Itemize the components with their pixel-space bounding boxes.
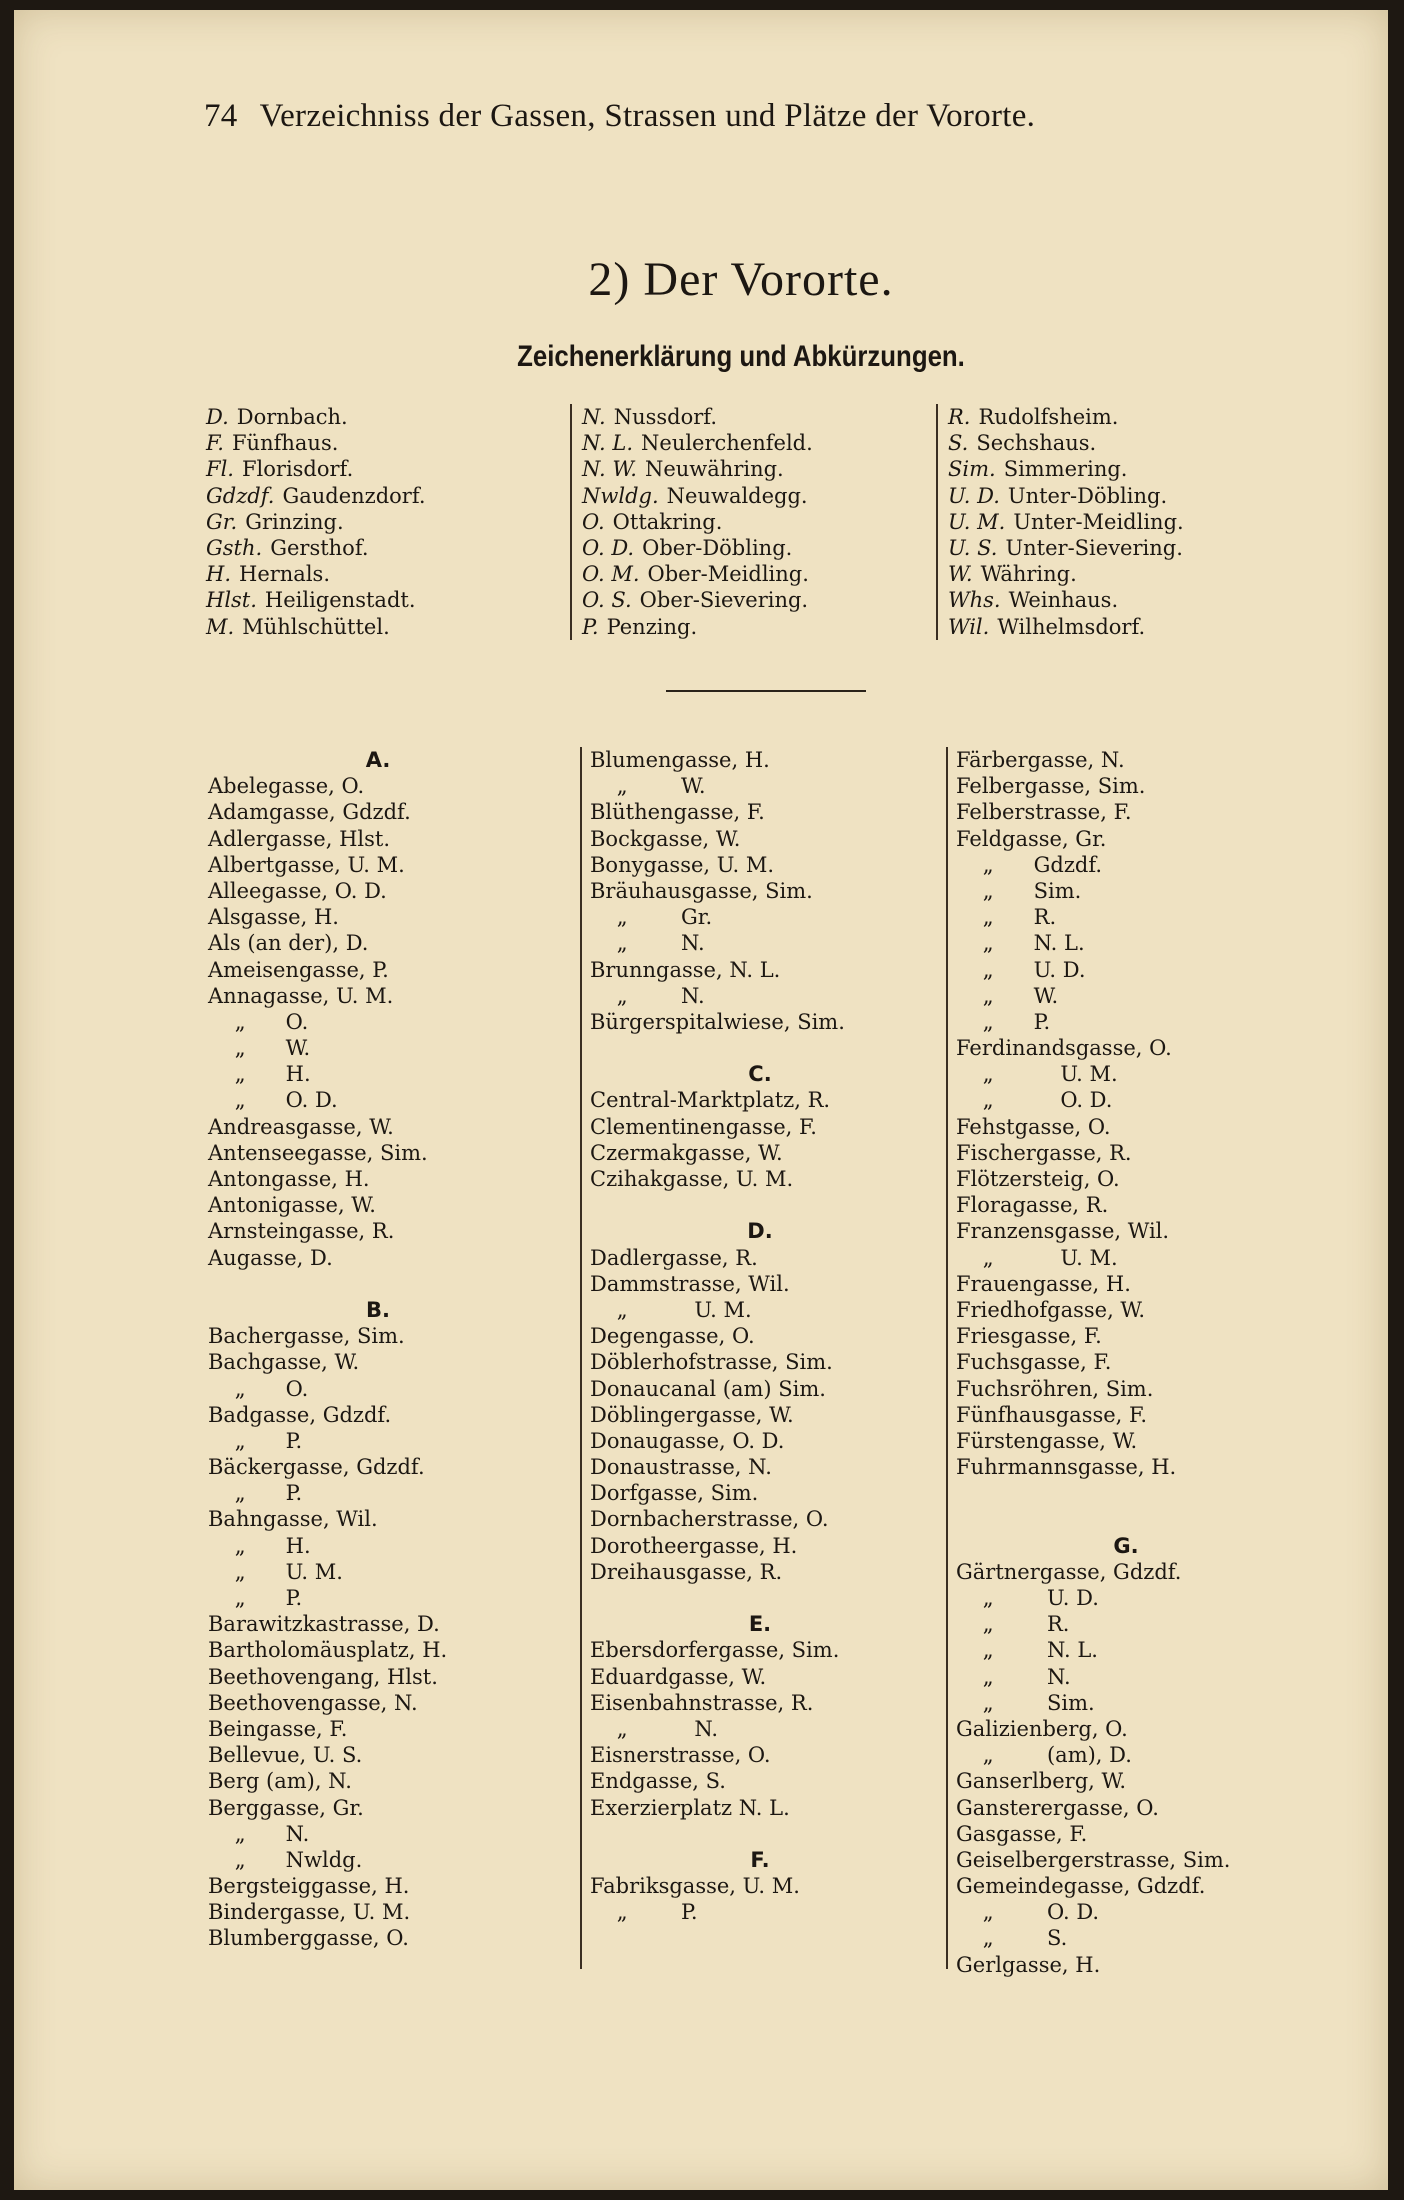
book-page <box>14 10 1388 2190</box>
abbreviation-code: O. M. <box>582 562 640 587</box>
street-entry: Czihakgasse, U. M. <box>590 1167 794 1192</box>
street-entry: Dornbacherstrasse, O. <box>590 1507 829 1532</box>
district-name: Unter-Meidling. <box>1013 509 1184 534</box>
letter-heading: F. <box>750 1847 770 1872</box>
street-entry: Dorotheergasse, H. <box>590 1533 798 1558</box>
abbreviation-code: S. <box>948 431 969 456</box>
street-entry: Beethovengang, Hlst. <box>208 1664 438 1689</box>
street-entry: „ N. <box>590 931 705 956</box>
street-entry: Fuchsgasse, F. <box>956 1350 1112 1375</box>
street-entry: „ P. <box>590 1900 698 1925</box>
letter-heading: G. <box>1113 1533 1139 1558</box>
abbreviation-code: Gsth. <box>206 536 263 561</box>
street-entry: Bahngasse, Wil. <box>208 1507 378 1532</box>
abbreviation-code: W. <box>948 562 973 587</box>
abbreviation-entry <box>206 535 426 561</box>
street-entry: „ O. D. <box>956 1088 1113 1113</box>
letter-heading: D. <box>747 1219 773 1244</box>
street-entry: Gansterergasse, O. <box>956 1795 1159 1820</box>
district-name: Hernals. <box>239 562 330 587</box>
abbreviation-entry <box>948 456 1184 482</box>
abbreviation-entry <box>948 614 1184 640</box>
district-name: Heiligenstadt. <box>264 588 416 613</box>
street-entry: Gerlgasse, H. <box>956 1952 1101 1977</box>
street-entry: Albertgasse, U. M. <box>208 852 405 877</box>
street-entry: Eisnerstrasse, O. <box>590 1743 771 1768</box>
abbreviation-code: N. L. <box>582 431 634 456</box>
street-entry: Bräuhausgasse, Sim. <box>590 878 813 903</box>
street-entry: Als (an der), D. <box>208 931 369 956</box>
street-entry: Central-Marktplatz, R. <box>590 1088 831 1113</box>
district-name: Dornbach. <box>236 405 348 429</box>
spacer <box>956 1480 1296 1506</box>
abbreviation-entry <box>582 483 813 509</box>
abbreviation-code: O. <box>582 509 605 534</box>
street-entry: Clementinengasse, F. <box>590 1114 817 1139</box>
abbreviation-column-2 <box>570 404 813 640</box>
abbreviation-code: Gr. <box>206 509 238 534</box>
street-entry: Felbergasse, Sim. <box>956 774 1146 799</box>
district-name: Simmering. <box>1003 457 1128 482</box>
street-entry: Fürstengasse, W. <box>956 1428 1138 1453</box>
street-entry: „ N. <box>590 983 705 1008</box>
street-entry: Feldgasse, Gr. <box>956 826 1107 851</box>
street-entry: „ U. M. <box>590 1297 752 1322</box>
street-entry: „ Gr. <box>590 905 713 930</box>
street-entry: „ H. <box>208 1062 311 1087</box>
abbreviation-entry <box>582 535 813 561</box>
abbreviation-entry <box>582 509 813 535</box>
page-number: 74 <box>204 98 238 134</box>
district-name: Unter-Döbling. <box>1007 483 1168 508</box>
street-entry: „ P. <box>208 1586 303 1611</box>
street-entry: „ Sim. <box>956 1690 1095 1715</box>
abbreviation-entry <box>948 483 1184 509</box>
street-entry: Donaugasse, O. D. <box>590 1428 785 1453</box>
street-entry: Berg (am), N. <box>208 1769 352 1794</box>
street-entry: Donaustrasse, N. <box>590 1455 772 1480</box>
street-entry: Antonigasse, W. <box>208 1193 376 1218</box>
abbreviation-code: O. S. <box>582 588 632 613</box>
abbreviation-code: Gdzdf. <box>206 483 275 508</box>
letter-heading: C. <box>748 1062 772 1087</box>
street-entry: Gärtnergasse, Gdzdf. <box>956 1559 1182 1584</box>
street-entry: „ P. <box>956 1009 1051 1034</box>
district-name: Neuwähring. <box>644 457 784 482</box>
street-entry: Degengasse, O. <box>590 1324 755 1349</box>
street-entry: Bellevue, U. S. <box>208 1743 363 1768</box>
abbreviation-entry <box>206 483 426 509</box>
abbreviation-entry <box>206 430 426 456</box>
abbreviation-code: M. <box>206 614 235 639</box>
street-entry: Bachgasse, W. <box>208 1350 360 1375</box>
letter-heading: B. <box>366 1297 390 1322</box>
street-entry: Fehstgasse, O. <box>956 1114 1111 1139</box>
street-entry: Adamgasse, Gdzdf. <box>208 800 411 825</box>
district-name: Sechshaus. <box>976 431 1097 456</box>
district-name: Ober-Sievering. <box>639 588 809 613</box>
abbreviation-code: N. W. <box>582 457 637 482</box>
street-entry: Ganserlberg, W. <box>956 1769 1127 1794</box>
district-name: Neuwaldegg. <box>666 483 808 508</box>
street-entry: Döblerhofstrasse, Sim. <box>590 1350 833 1375</box>
street-index-column-3 <box>946 747 1296 1977</box>
street-entry: „ U. M. <box>956 1062 1118 1087</box>
legend-heading: Zeichenerklärung und Abkürzungen. <box>517 340 965 373</box>
abbreviation-entry <box>582 430 813 456</box>
street-entry: Abelegasse, O. <box>208 774 365 799</box>
street-entry: Gasgasse, F. <box>956 1821 1088 1846</box>
street-entry: Bürgerspitalwiese, Sim. <box>590 1009 845 1034</box>
abbreviation-entry <box>206 587 426 613</box>
street-entry: „ O. D. <box>956 1900 1100 1925</box>
street-entry: Bergsteiggasse, H. <box>208 1874 410 1899</box>
street-entry: Floragasse, R. <box>956 1193 1109 1218</box>
abbreviation-code: O. D. <box>582 536 635 561</box>
section-divider <box>666 690 866 692</box>
abbreviation-code: U. M. <box>948 509 1006 534</box>
abbreviation-entry <box>948 535 1184 561</box>
street-entry: „ Nwldg. <box>208 1847 363 1872</box>
street-entry: „ (am), D. <box>956 1743 1132 1768</box>
letter-heading: A. <box>365 747 391 772</box>
street-entry: Augasse, D. <box>208 1245 333 1270</box>
running-title: Verzeichniss der Gassen, Strassen und Plätze der Vororte. <box>259 98 1036 134</box>
street-entry: „ P. <box>208 1481 303 1506</box>
district-name: Weinhaus. <box>1008 588 1119 613</box>
street-entry: Bachergasse, Sim. <box>208 1324 405 1349</box>
abbreviation-entry <box>948 404 1184 430</box>
running-head <box>204 98 1035 135</box>
street-entry: Dadlergasse, R. <box>590 1245 758 1270</box>
street-entry: Dreihausgasse, R. <box>590 1559 783 1584</box>
street-entry: Donaucanal (am) Sim. <box>590 1376 826 1401</box>
street-entry: Fuhrmannsgasse, H. <box>956 1455 1177 1480</box>
street-entry: Barawitzkastrasse, D. <box>208 1612 440 1637</box>
abbreviation-entry <box>948 561 1184 587</box>
street-entry: Alsgasse, H. <box>208 905 339 930</box>
abbreviation-entry <box>206 404 426 430</box>
abbreviation-entry <box>582 614 813 640</box>
abbreviation-code: Sim. <box>948 457 996 482</box>
abbreviation-code: Nwldg. <box>582 483 659 508</box>
street-entry: Arnsteingasse, R. <box>208 1219 395 1244</box>
street-entry: „ W. <box>590 774 706 799</box>
abbreviation-entry <box>582 404 813 430</box>
street-entry: Beingasse, F. <box>208 1716 348 1741</box>
street-entry: Döblingergasse, W. <box>590 1402 794 1427</box>
street-entry: „ R. <box>956 905 1057 930</box>
letter-heading: E. <box>748 1612 772 1637</box>
abbreviation-entry <box>948 509 1184 535</box>
abbreviation-code: U. S. <box>948 536 998 561</box>
street-entry: Franzensgasse, Wil. <box>956 1219 1170 1244</box>
street-entry: Blüthengasse, F. <box>590 800 765 825</box>
street-entry: „ N. <box>590 1716 719 1741</box>
street-entry: „ N. <box>208 1821 310 1846</box>
abbreviation-entry <box>582 587 813 613</box>
abbreviation-entry <box>948 430 1184 456</box>
street-entry: Gemeindegasse, Gdzdf. <box>956 1874 1206 1899</box>
district-name: Gaudenzdorf. <box>282 483 426 508</box>
street-entry: Bockgasse, W. <box>590 826 741 851</box>
street-entry: Adlergasse, Hlst. <box>208 826 391 851</box>
street-entry: „ U. D. <box>956 1586 1099 1611</box>
street-entry: Blumberggasse, O. <box>208 1926 409 1951</box>
street-entry: „ O. D. <box>208 1088 338 1113</box>
street-entry: Galizienberg, O. <box>956 1716 1128 1741</box>
street-entry: Exerzierplatz N. L. <box>590 1795 790 1820</box>
district-name: Nussdorf. <box>613 405 717 429</box>
section-title: 2) Der Vororte. <box>588 253 894 306</box>
street-entry: Bindergasse, U. M. <box>208 1900 411 1925</box>
district-name: Rudolfsheim. <box>978 405 1119 429</box>
abbreviation-code: H. <box>206 562 231 587</box>
street-entry: „ N. L. <box>956 931 1085 956</box>
street-entry: „ N. L. <box>956 1638 1098 1663</box>
street-entry: Dammstrasse, Wil. <box>590 1271 790 1296</box>
abbreviation-code: U. D. <box>948 483 1000 508</box>
street-entry: Färbergasse, N. <box>956 748 1125 772</box>
street-entry: Bonygasse, U. M. <box>590 852 775 877</box>
abbreviation-code: Hlst. <box>206 588 257 613</box>
district-name: Ottakring. <box>612 509 723 534</box>
street-entry: Eduardgasse, W. <box>590 1664 767 1689</box>
street-entry: „ W. <box>956 983 1059 1008</box>
abbreviation-code: Whs. <box>948 588 1001 613</box>
street-entry: Czermakgasse, W. <box>590 1140 783 1165</box>
street-entry: Flötzersteig, O. <box>956 1167 1120 1191</box>
district-name: Penzing. <box>606 614 698 639</box>
district-name: Ober-Döbling. <box>642 536 793 561</box>
abbreviation-column-3 <box>936 404 1184 640</box>
street-index-column-2 <box>580 747 930 1969</box>
abbreviation-code: P. <box>582 614 599 639</box>
district-name: Florisdorf. <box>241 457 354 482</box>
street-entry: Ferdinandsgasse, O. <box>956 1036 1172 1061</box>
district-name: Grinzing. <box>245 509 344 534</box>
street-entry: Annagasse, U. M. <box>208 983 394 1008</box>
abbreviation-entry <box>948 587 1184 613</box>
district-name: Wilhelmsdorf. <box>997 614 1146 639</box>
district-name: Unter-Sievering. <box>1005 536 1183 561</box>
abbreviation-entry <box>206 561 426 587</box>
street-entry: „ O. <box>208 1376 309 1401</box>
abbreviation-code: D. <box>206 405 229 429</box>
street-entry: Eisenbahnstrasse, R. <box>590 1690 814 1715</box>
abbreviation-entry <box>582 456 813 482</box>
street-entry: „ R. <box>956 1612 1070 1637</box>
abbreviation-entry <box>206 614 426 640</box>
street-entry: Felberstrasse, F. <box>956 800 1132 825</box>
district-name: Währing. <box>980 562 1077 587</box>
street-entry: Alleegasse, O. D. <box>208 878 387 903</box>
district-name: Ober-Meidling. <box>647 562 809 587</box>
district-name: Gersthof. <box>270 536 369 561</box>
abbreviation-code: N. <box>582 405 606 429</box>
street-entry: Bäckergasse, Gdzdf. <box>208 1455 425 1480</box>
abbreviation-entry <box>206 509 426 535</box>
street-entry: Blumengasse, H. <box>590 748 770 772</box>
street-entry: Friedhofgasse, W. <box>956 1297 1146 1322</box>
street-entry: „ W. <box>208 1036 311 1061</box>
street-entry: Fabriksgasse, U. M. <box>590 1874 800 1899</box>
street-entry: „ P. <box>208 1428 303 1453</box>
street-entry: „ O. <box>208 1009 309 1034</box>
street-entry: Dorfgasse, Sim. <box>590 1481 759 1506</box>
abbreviation-entry <box>582 561 813 587</box>
street-entry: Badgasse, Gdzdf. <box>208 1402 392 1427</box>
street-entry: Antenseegasse, Sim. <box>208 1140 428 1165</box>
abbreviation-code: R. <box>948 405 971 429</box>
street-entry: „ U. M. <box>956 1245 1118 1270</box>
street-entry: Bartholomäusplatz, H. <box>208 1638 448 1663</box>
street-entry: Ebersdorfergasse, Sim. <box>590 1638 840 1663</box>
street-entry: „ H. <box>208 1533 311 1558</box>
street-entry: Friesgasse, F. <box>956 1324 1102 1349</box>
street-entry: Fuchsröhren, Sim. <box>956 1376 1154 1401</box>
street-entry: Endgasse, S. <box>590 1769 726 1794</box>
abbreviation-code: Wil. <box>948 614 990 639</box>
street-entry: „ U. D. <box>956 957 1086 982</box>
street-entry: Beethovengasse, N. <box>208 1690 418 1715</box>
street-entry: „ N. <box>956 1664 1071 1689</box>
abbreviation-code: F. <box>206 431 224 456</box>
street-entry: Ameisengasse, P. <box>208 957 389 982</box>
street-entry: „ U. M. <box>208 1559 343 1584</box>
abbreviation-column-1 <box>206 404 426 640</box>
street-entry: Frauengasse, H. <box>956 1271 1131 1296</box>
street-entry: Fischergasse, R. <box>956 1140 1132 1165</box>
street-entry: „ Gdzdf. <box>956 852 1103 877</box>
street-entry: Berggasse, Gr. <box>208 1795 364 1820</box>
district-name: Neulerchenfeld. <box>641 431 813 456</box>
district-name: Fünfhaus. <box>231 431 339 456</box>
street-entry: Brunngasse, N. L. <box>590 957 781 982</box>
district-name: Mühlschüttel. <box>242 614 390 639</box>
street-entry: „ Sim. <box>956 878 1082 903</box>
street-index-column-1 <box>208 747 548 1952</box>
abbreviation-entry <box>206 456 426 482</box>
street-entry: Antongasse, H. <box>208 1167 370 1191</box>
abbreviation-code: Fl. <box>206 457 234 482</box>
street-entry: Fünfhausgasse, F. <box>956 1402 1148 1427</box>
street-entry: „ S. <box>956 1926 1068 1951</box>
street-entry: Andreasgasse, W. <box>208 1114 394 1139</box>
street-entry: Geiselbergerstrasse, Sim. <box>956 1847 1231 1872</box>
